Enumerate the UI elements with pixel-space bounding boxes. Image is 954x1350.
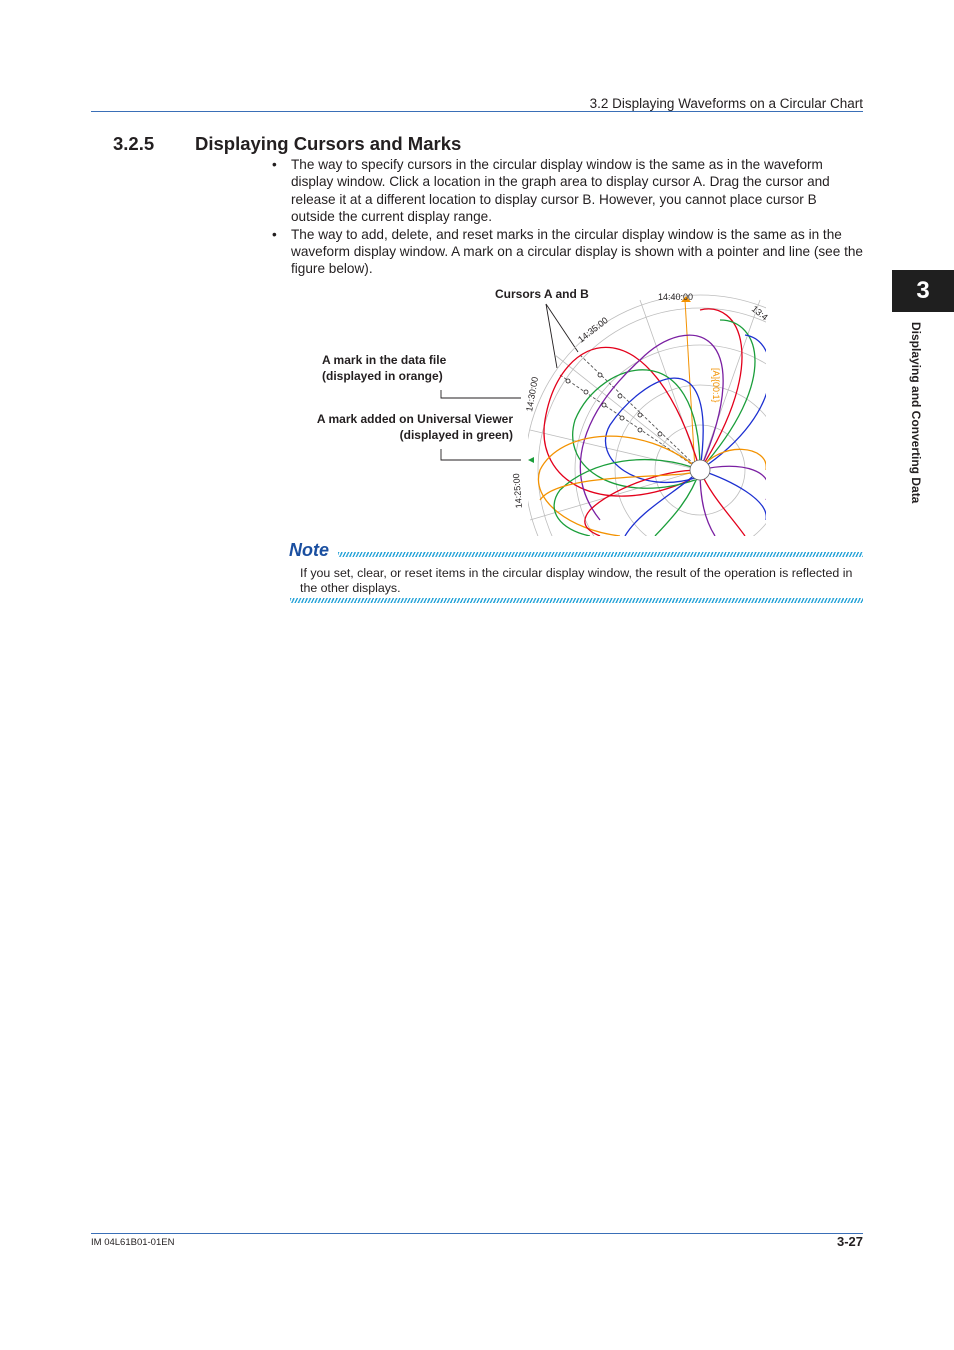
orange-mark-label: [A]{00:1}: [711, 368, 721, 403]
section-number: 3.2.5: [113, 133, 155, 154]
callout-green-mark-line1: A mark added on Universal Viewer: [316, 412, 513, 426]
callout-green-mark-line2: (displayed in green): [399, 427, 513, 442]
bullet-marker: •: [272, 157, 277, 172]
section-title: Displaying Cursors and Marks: [195, 133, 462, 154]
time-label-134: 13:4: [749, 303, 770, 323]
chapter-side-label-text: Displaying and Converting Data: [909, 322, 923, 504]
page-number: 3-27: [836, 1234, 863, 1249]
note-text: If you set, clear, or reset items in the circular display window, the result of the operation is reflected in the other displays.: [300, 566, 853, 595]
note-top-rule: [338, 552, 863, 557]
callout-orange-mark-line2: (displayed in orange): [322, 368, 443, 383]
bullet-text: The way to add, delete, and reset marks in the circular display window is the same as in the waveform display window. A mark on a circular display is shown with a pointer and line (see the figure below).: [291, 226, 863, 277]
bullet-marker: •: [272, 226, 277, 242]
time-label-1425: 14:25:00: [510, 472, 524, 509]
bullet-text: The way to specify cursors in the circular display window is the same as in the waveform display window. Click a location in the graph area to display cursor A. Drag the cursor and release it at a different location to display cursor B. However, you cannot place cursor B outside the current display range.: [291, 157, 830, 225]
time-label-1435: 14:35:00: [576, 315, 610, 345]
chart-center-hub: [690, 460, 710, 480]
time-label-1430: 14:30:00: [524, 376, 541, 413]
callout-cursors: Cursors A and B: [495, 287, 589, 301]
footer-rule: [91, 1233, 863, 1234]
leader-cursor-a: [546, 304, 557, 368]
time-label-1440: 14:40:00: [658, 292, 694, 302]
cursor-b-line: [580, 355, 700, 470]
green-mark-pointer: [528, 457, 534, 463]
running-header: 3.2 Displaying Waveforms on a Circular Chart: [589, 96, 863, 111]
note-bottom-rule: [290, 598, 863, 603]
chapter-tab: 3: [892, 270, 954, 312]
callout-orange-mark-line1: A mark in the data file: [322, 353, 447, 367]
document-id: IM 04L61B01-01EN: [91, 1237, 175, 1248]
note-title: Note: [289, 540, 329, 560]
waveform-curves: [538, 309, 770, 536]
leader-orange-mark: [441, 390, 521, 398]
cursor-markers: [566, 373, 662, 436]
leader-green-mark: [441, 449, 521, 460]
leader-cursor-b: [546, 304, 578, 352]
